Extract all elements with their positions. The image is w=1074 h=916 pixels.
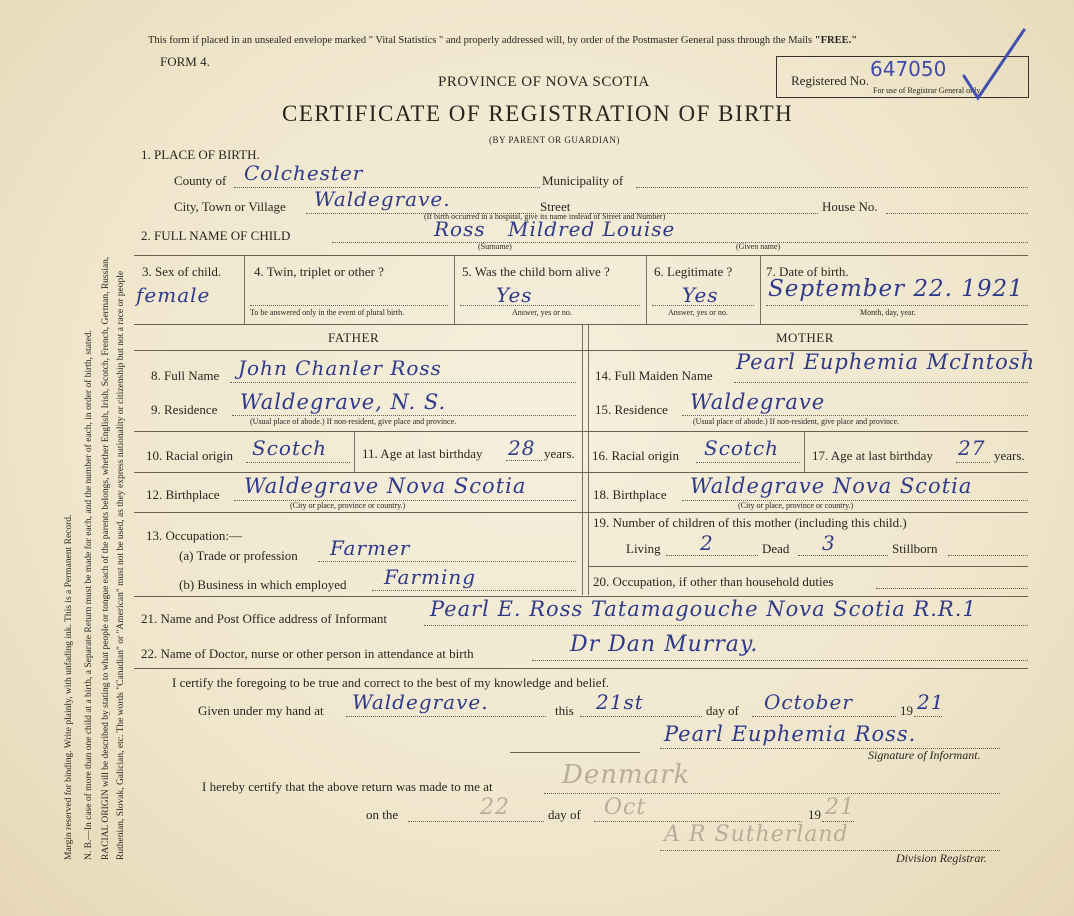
informant-signature: Pearl Euphemia Ross. xyxy=(664,722,917,746)
doctor-label: 22. Name of Doctor, nurse or other person in attendance at birth xyxy=(141,646,474,661)
given-day-of-label: day of xyxy=(706,703,739,718)
mother-name-label: 14. Full Maiden Name xyxy=(595,368,713,383)
mail-notice xyxy=(148,35,857,46)
registrar-year-value: 21 xyxy=(825,795,855,820)
hospital-note: (If birth occurred in a hospital, give its name instead of Street and Number) xyxy=(424,212,666,221)
twin-note: To be answered only in the event of plural birth. xyxy=(250,308,405,317)
alive-label: 5. Was the child born alive ? xyxy=(462,264,610,279)
father-heading: FATHER xyxy=(328,330,380,345)
mother-heading: MOTHER xyxy=(776,330,834,345)
informant-value: Pearl E. Ross Tatamagouche Nova Scotia R.R.1 xyxy=(430,597,977,621)
birth-date-note: Month, day, year. xyxy=(860,308,916,317)
informant-signature-label: Signature of Informant. xyxy=(868,748,981,762)
father-occupation-label: 13. Occupation:— xyxy=(146,528,243,543)
certify-statement: I certify the foregoing to be true and correct to the best of my knowledge and belief. xyxy=(172,675,610,690)
registrar-use-note: For use of Registrar General only. xyxy=(873,86,982,95)
child-name-label: 2. FULL NAME OF CHILD xyxy=(141,228,291,243)
dead-value: 3 xyxy=(822,531,836,555)
given-under-label: Given under my hand at xyxy=(198,703,324,718)
city-label: City, Town or Village xyxy=(174,199,286,214)
child-surname: Ross xyxy=(434,217,486,241)
registered-number: 647050 xyxy=(870,57,947,81)
alive-value: Yes xyxy=(496,283,533,307)
father-age-unit: years. xyxy=(544,446,575,461)
legitimate-value: Yes xyxy=(682,283,719,307)
mail-notice-text: This form if placed in an unsealed envelope marked " Vital Statistics " and properly addressed will, by order of the Postmaster General pass through the Mails xyxy=(148,35,815,46)
informant-label: 21. Name and Post Office address of Informant xyxy=(141,611,387,626)
mother-residence-label: 15. Residence xyxy=(595,402,668,417)
mother-name-value: Pearl Euphemia McIntosh xyxy=(736,350,1036,374)
legitimate-note: Answer, yes or no. xyxy=(668,308,728,317)
father-age-value: 28 xyxy=(508,436,536,460)
father-age-label: 11. Age at last birthday xyxy=(362,446,483,461)
birth-date-label: 7. Date of birth. xyxy=(766,264,849,279)
registrar-place-value: Denmark xyxy=(562,760,691,790)
legitimate-label: 6. Legitimate ? xyxy=(654,264,733,279)
father-birthplace-note: (City or place, province or country.) xyxy=(290,501,406,510)
mother-children-label: 19. Number of children of this mother (including this child.) xyxy=(593,515,907,530)
given-place-value: Waldegrave. xyxy=(352,690,489,714)
father-racial-value: Scotch xyxy=(252,436,328,460)
place-of-birth-heading: 1. PLACE OF BIRTH. xyxy=(141,147,260,162)
twin-label: 4. Twin, triplet or other ? xyxy=(254,264,384,279)
margin-binding-note: Margin reserved for binding. Write plainly, with unfading ink. This is a Permanent Record. xyxy=(64,514,74,860)
father-residence-note: (Usual place of abode.) If non-resident, give place and province. xyxy=(250,417,457,426)
dead-label: Dead xyxy=(762,541,790,556)
father-trade-label: (a) Trade or profession xyxy=(179,548,298,563)
alive-note: Answer, yes or no. xyxy=(512,308,572,317)
father-trade-value: Farmer xyxy=(330,536,411,560)
county-value: Colchester xyxy=(244,161,364,185)
given-month-value: October xyxy=(764,690,853,714)
sex-value: female xyxy=(136,283,211,307)
mother-racial-value: Scotch xyxy=(704,436,780,460)
given-day-value: 21st xyxy=(596,690,644,714)
municipality-label: Municipality of xyxy=(542,173,624,188)
father-birthplace-value: Waldegrave Nova Scotia xyxy=(244,474,527,498)
father-business-label: (b) Business in which employed xyxy=(179,577,347,592)
margin-racial-origin-note-1: RACIAL ORIGIN will be described by stating to what people or tongue each of the parents belongs, whether English, Irish, Scotch, French, German, Russian, xyxy=(101,256,111,860)
birth-date-value: September 22. 1921 xyxy=(768,276,1024,302)
child-given-names: Mildred Louise xyxy=(508,217,676,241)
check-mark-icon xyxy=(950,24,1030,104)
mother-age-label: 17. Age at last birthday xyxy=(812,448,933,463)
mother-birthplace-label: 18. Birthplace xyxy=(593,487,667,502)
county-label: County of xyxy=(174,173,227,188)
sex-label: 3. Sex of child. xyxy=(142,264,222,279)
given-year-prefix: 19 xyxy=(900,703,913,718)
margin-multiple-birth-note: N. B.—In case of more than one child at a birth, a Separate Return must be made for each, and the number of each, in order of birth, stated. xyxy=(84,330,94,860)
given-year-value: 21 xyxy=(917,690,945,714)
city-value: Waldegrave. xyxy=(314,187,451,211)
father-birthplace-label: 12. Birthplace xyxy=(146,487,220,502)
mother-birthplace-value: Waldegrave Nova Scotia xyxy=(690,474,973,498)
registrar-on-the-label: on the xyxy=(366,807,399,822)
page-title: CERTIFICATE OF REGISTRATION OF BIRTH xyxy=(282,101,794,126)
registrar-month-value: Oct xyxy=(604,795,647,820)
mother-age-value: 27 xyxy=(958,436,986,460)
father-racial-label: 10. Racial origin xyxy=(146,448,234,463)
given-this-label: this xyxy=(555,703,574,718)
margin-racial-origin-note-2: Ruthenian, Slovak, Galician, etc. The words "Canadian" or "American" must not be used, as they express nationality or citizenship but not a race or people xyxy=(116,270,126,860)
father-name-label: 8. Full Name xyxy=(151,368,220,383)
page-subtitle: (BY PARENT OR GUARDIAN) xyxy=(489,135,620,145)
surname-caption: (Surname) xyxy=(478,242,512,251)
province-heading: PROVINCE OF NOVA SCOTIA xyxy=(438,74,650,90)
mail-notice-free: "FREE." xyxy=(814,35,858,46)
form-number: FORM 4. xyxy=(160,54,210,69)
registered-label: Registered No. xyxy=(791,73,869,88)
house-no-label: House No. xyxy=(822,199,878,214)
mother-racial-label: 16. Racial origin xyxy=(592,448,680,463)
given-name-caption: (Given name) xyxy=(736,242,781,251)
living-label: Living xyxy=(626,541,661,556)
mother-residence-note: (Usual place of abode.) If non-resident, give place and province. xyxy=(693,417,900,426)
father-residence-value: Waldegrave, N. S. xyxy=(240,390,447,414)
father-name-value: John Chanler Ross xyxy=(238,356,442,380)
mother-age-unit: years. xyxy=(994,448,1025,463)
stillborn-label: Stillborn xyxy=(892,541,938,556)
registrar-day-value: 22 xyxy=(480,795,510,820)
father-business-value: Farming xyxy=(384,565,477,589)
registrar-day-of-label: day of xyxy=(548,807,581,822)
mother-occupation-label: 20. Occupation, if other than household duties xyxy=(593,574,834,589)
street-label: Street xyxy=(540,199,571,214)
registrar-statement: I hereby certify that the above return was made to me at xyxy=(202,779,493,794)
mother-birthplace-note: (City or place, province or country.) xyxy=(738,501,854,510)
living-value: 2 xyxy=(700,531,714,555)
registrar-signature: A R Sutherland xyxy=(664,822,849,847)
mother-residence-value: Waldegrave xyxy=(690,390,826,414)
registrar-year-prefix: 19 xyxy=(808,807,821,822)
father-residence-label: 9. Residence xyxy=(151,402,218,417)
division-registrar-label: Division Registrar. xyxy=(896,851,987,865)
doctor-value: Dr Dan Murray. xyxy=(570,632,759,657)
